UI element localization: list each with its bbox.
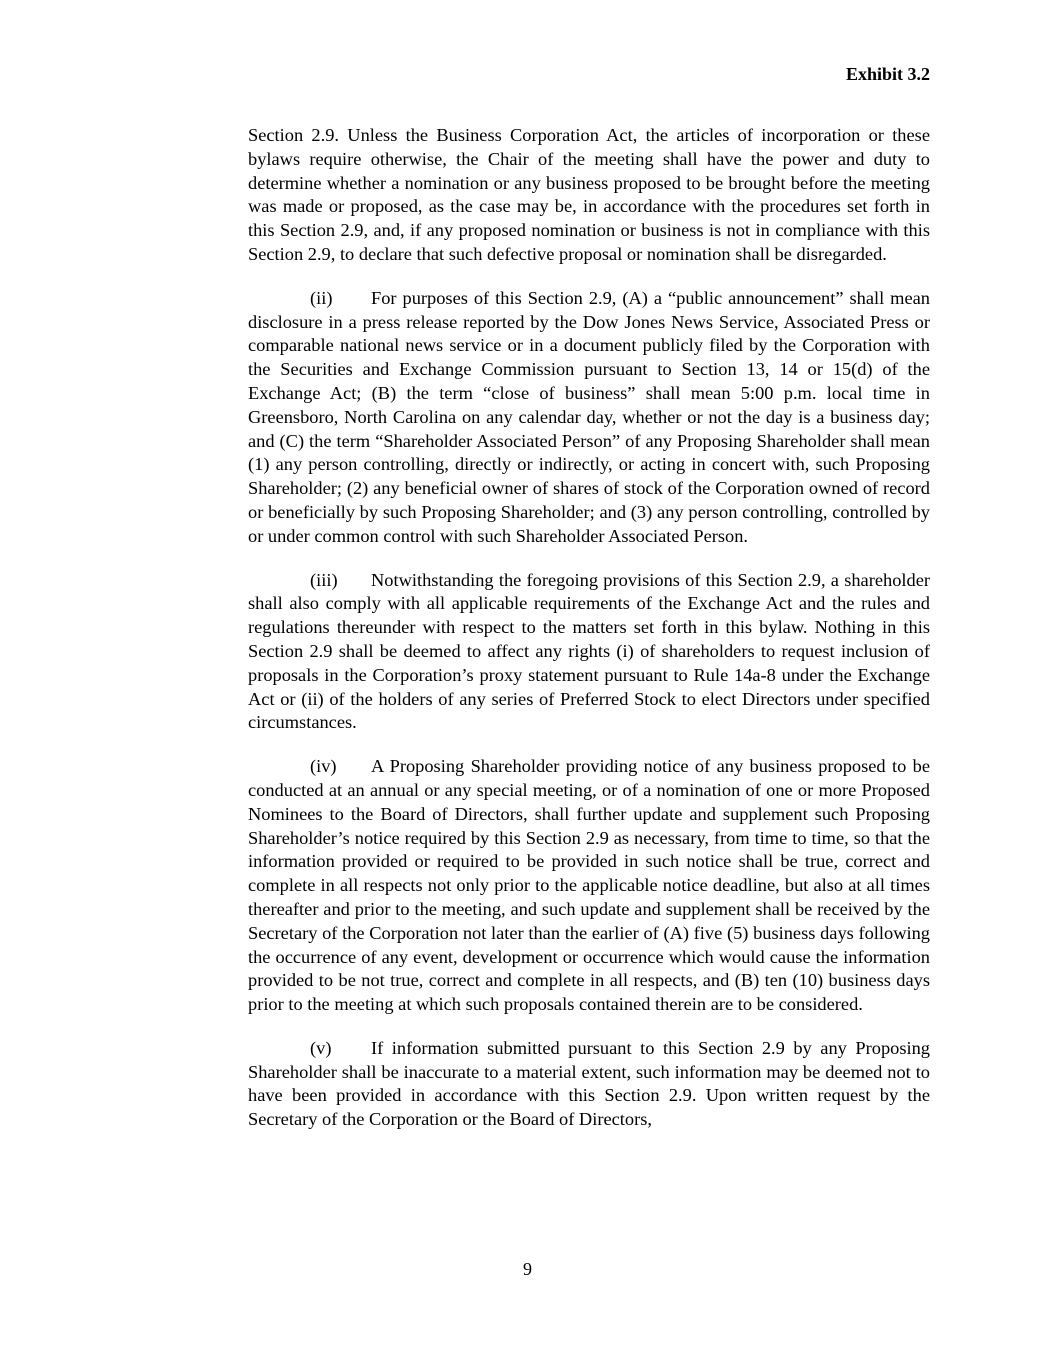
paragraph-label: (iii) [310,569,338,590]
paragraph-iv [248,755,930,1017]
paragraph-section-2-9-continued [248,124,930,267]
paragraph-text: A Proposing Shareholder providing notice of any business proposed to be conducted at an annual or any special meeting, or of a nomination of one or more Proposed Nominees to the Board of Directors, shall further update and supplement such Proposing Shareholder’s notice required by this Section 2.9 as necessary, from time to time, so that the information provided or required to be provided in such notice shall be true, correct and complete in all respects not only prior to the applicable notice deadline, but also at all times thereafter and prior to the meeting, and such update and supplement shall be received by the Secretary of the Corporation not later than the earlier of (A) five (5) business days following the occurrence of any event, development or occurrence which would cause the information provided to be not true, correct and complete in all respects, and (B) ten (10) business days prior to the meeting at which such proposals contained therein are to be considered. [248,756,930,1015]
paragraph-text: If information submitted pursuant to this Section 2.9 by any Proposing Shareholder shall be inaccurate to a material extent, such information may be deemed not to have been provided in accordance with this Section 2.9. Upon written request by the Secretary of the Corporation or the Board of Directors, [248,1037,930,1130]
paragraph-text: For purposes of this Section 2.9, (A) a “public announcement” shall mean disclosure in a press release reported by the Dow Jones News Service, Associated Press or comparable national news service or in a document publicly filed by the Corporation with the Securities and Exchange Commission pursuant to Section 13, 14 or 15(d) of the Exchange Act; (B) the term “close of business” shall mean 5:00 p.m. local time in Greensboro, North Carolina on any calendar day, whether or not the day is a business day; and (C) the term “Shareholder Associated Person” of any Proposing Shareholder shall mean (1) any person controlling, directly or indirectly, or acting in concert with, such Proposing Shareholder; (2) any beneficial owner of shares of stock of the Corporation owned of record or beneficially by such Proposing Shareholder; and (3) any person controlling, controlled by or under common control with such Shareholder Associated Person. [248,287,930,546]
paragraph-text: Section 2.9. Unless the Business Corporation Act, the articles of incorporation or these bylaws require otherwise, the Chair of the meeting shall have the power and duty to determine whether a nomination or any business proposed to be brought before the meeting was made or proposed, as the case may be, in accordance with the procedures set forth in this Section 2.9, and, if any proposed nomination or business is not in compliance with this Section 2.9, to declare that such defective proposal or nomination shall be disregarded. [248,125,930,264]
paragraph-label: (iv) [310,756,337,777]
paragraph-label: (v) [310,1037,332,1058]
paragraph-iii [248,569,930,736]
paragraph-label: (ii) [310,287,333,308]
exhibit-label: Exhibit 3.2 [845,64,930,84]
page-number: 9 [523,1259,532,1279]
paragraph-v [248,1037,930,1132]
document-body [248,124,930,1152]
paragraph-ii [248,287,930,549]
paragraph-text: Notwithstanding the foregoing provisions of this Section 2.9, a shareholder shall also comply with all applicable requirements of the Exchange Act and the rules and regulations thereunder with respect to the matters set forth in this bylaw. Nothing in this Section 2.9 shall be deemed to affect any rights (i) of shareholders to request inclusion of proposals in the Corporation’s proxy statement pursuant to Rule 14a-8 under the Exchange Act or (ii) of the holders of any series of Preferred Stock to elect Directors under specified circumstances. [248,569,930,733]
